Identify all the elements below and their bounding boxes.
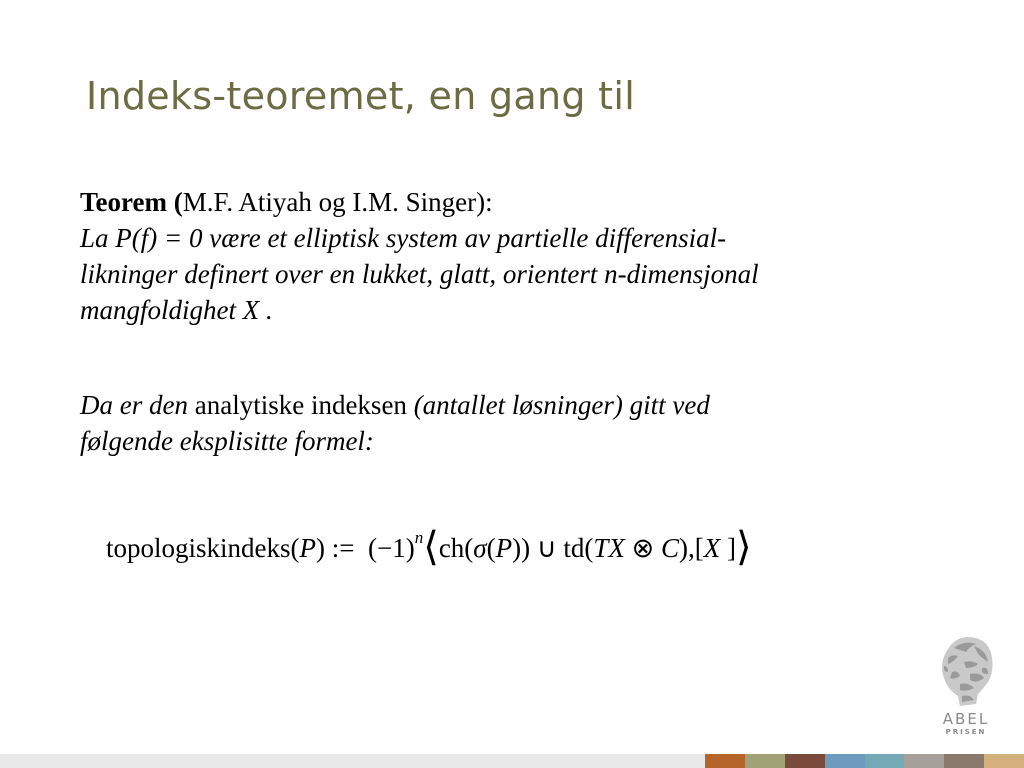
formula-cup-td: )) ∪ td( xyxy=(512,533,594,563)
formula-otimes: ⊗ xyxy=(624,533,662,563)
theorem-line-2: likninger definert over en lukket, glatt, orientert n-dimensjonal xyxy=(80,259,759,289)
formula-bracket-close: ] xyxy=(720,533,737,563)
logo-subtitle: PRISEN xyxy=(945,728,987,736)
footer-swatch xyxy=(745,754,785,768)
formula-p2: P xyxy=(495,533,513,563)
conclusion-line-1 xyxy=(80,387,980,423)
footer-swatch xyxy=(904,754,944,768)
formula-sigma: σ xyxy=(473,533,487,563)
theorem-line-3: mangfoldighet X . xyxy=(80,295,273,325)
footer-swatch xyxy=(785,754,825,768)
formula-langle: ⟨ xyxy=(423,524,439,569)
conclusion-line-2: følgende eksplisitte formel: xyxy=(80,426,374,456)
conclusion-prefix: Da er den xyxy=(80,390,195,420)
theorem-authors: M.F. Atiyah og I.M. Singer): xyxy=(182,187,493,217)
conclusion-suffix: (antallet løsninger) gitt ved xyxy=(413,390,710,420)
formula-tx: TX xyxy=(593,533,625,563)
theorem-line-1: La P(f) = 0 være et elliptisk system av partielle differensial- xyxy=(80,223,727,253)
formula-comma: ),[ xyxy=(679,533,704,563)
formula-exponent: n xyxy=(414,528,424,547)
footer-swatch xyxy=(865,754,905,768)
theorem-block xyxy=(80,184,980,459)
theorem-heading xyxy=(80,184,980,220)
theorem-label: Teorem ( xyxy=(80,187,183,217)
formula-paren: ( xyxy=(486,533,496,563)
slide-title: Indeks-teoremet, en gang til xyxy=(86,74,636,118)
abel-portrait-logo xyxy=(930,632,1002,712)
formula-c: C xyxy=(661,533,680,563)
formula-p: P xyxy=(299,533,316,563)
logo-word: ABEL xyxy=(942,710,990,728)
formula-lhs-close: ) xyxy=(316,533,325,563)
formula-x: X xyxy=(703,533,721,563)
formula-ch: ch( xyxy=(438,533,474,563)
footer-color-bar xyxy=(0,754,1024,768)
index-formula xyxy=(106,524,752,569)
conclusion-mid: analytiske indeksen xyxy=(194,390,414,420)
footer-swatch xyxy=(825,754,865,768)
formula-rangle: ⟩ xyxy=(736,524,752,569)
footer-swatch xyxy=(944,754,984,768)
footer-base-strip xyxy=(0,754,705,768)
footer-swatch xyxy=(705,754,745,768)
formula-lhs: topologiskindeks( xyxy=(106,533,300,563)
formula-assign: := (−1) xyxy=(325,533,415,563)
footer-swatch xyxy=(984,754,1024,768)
